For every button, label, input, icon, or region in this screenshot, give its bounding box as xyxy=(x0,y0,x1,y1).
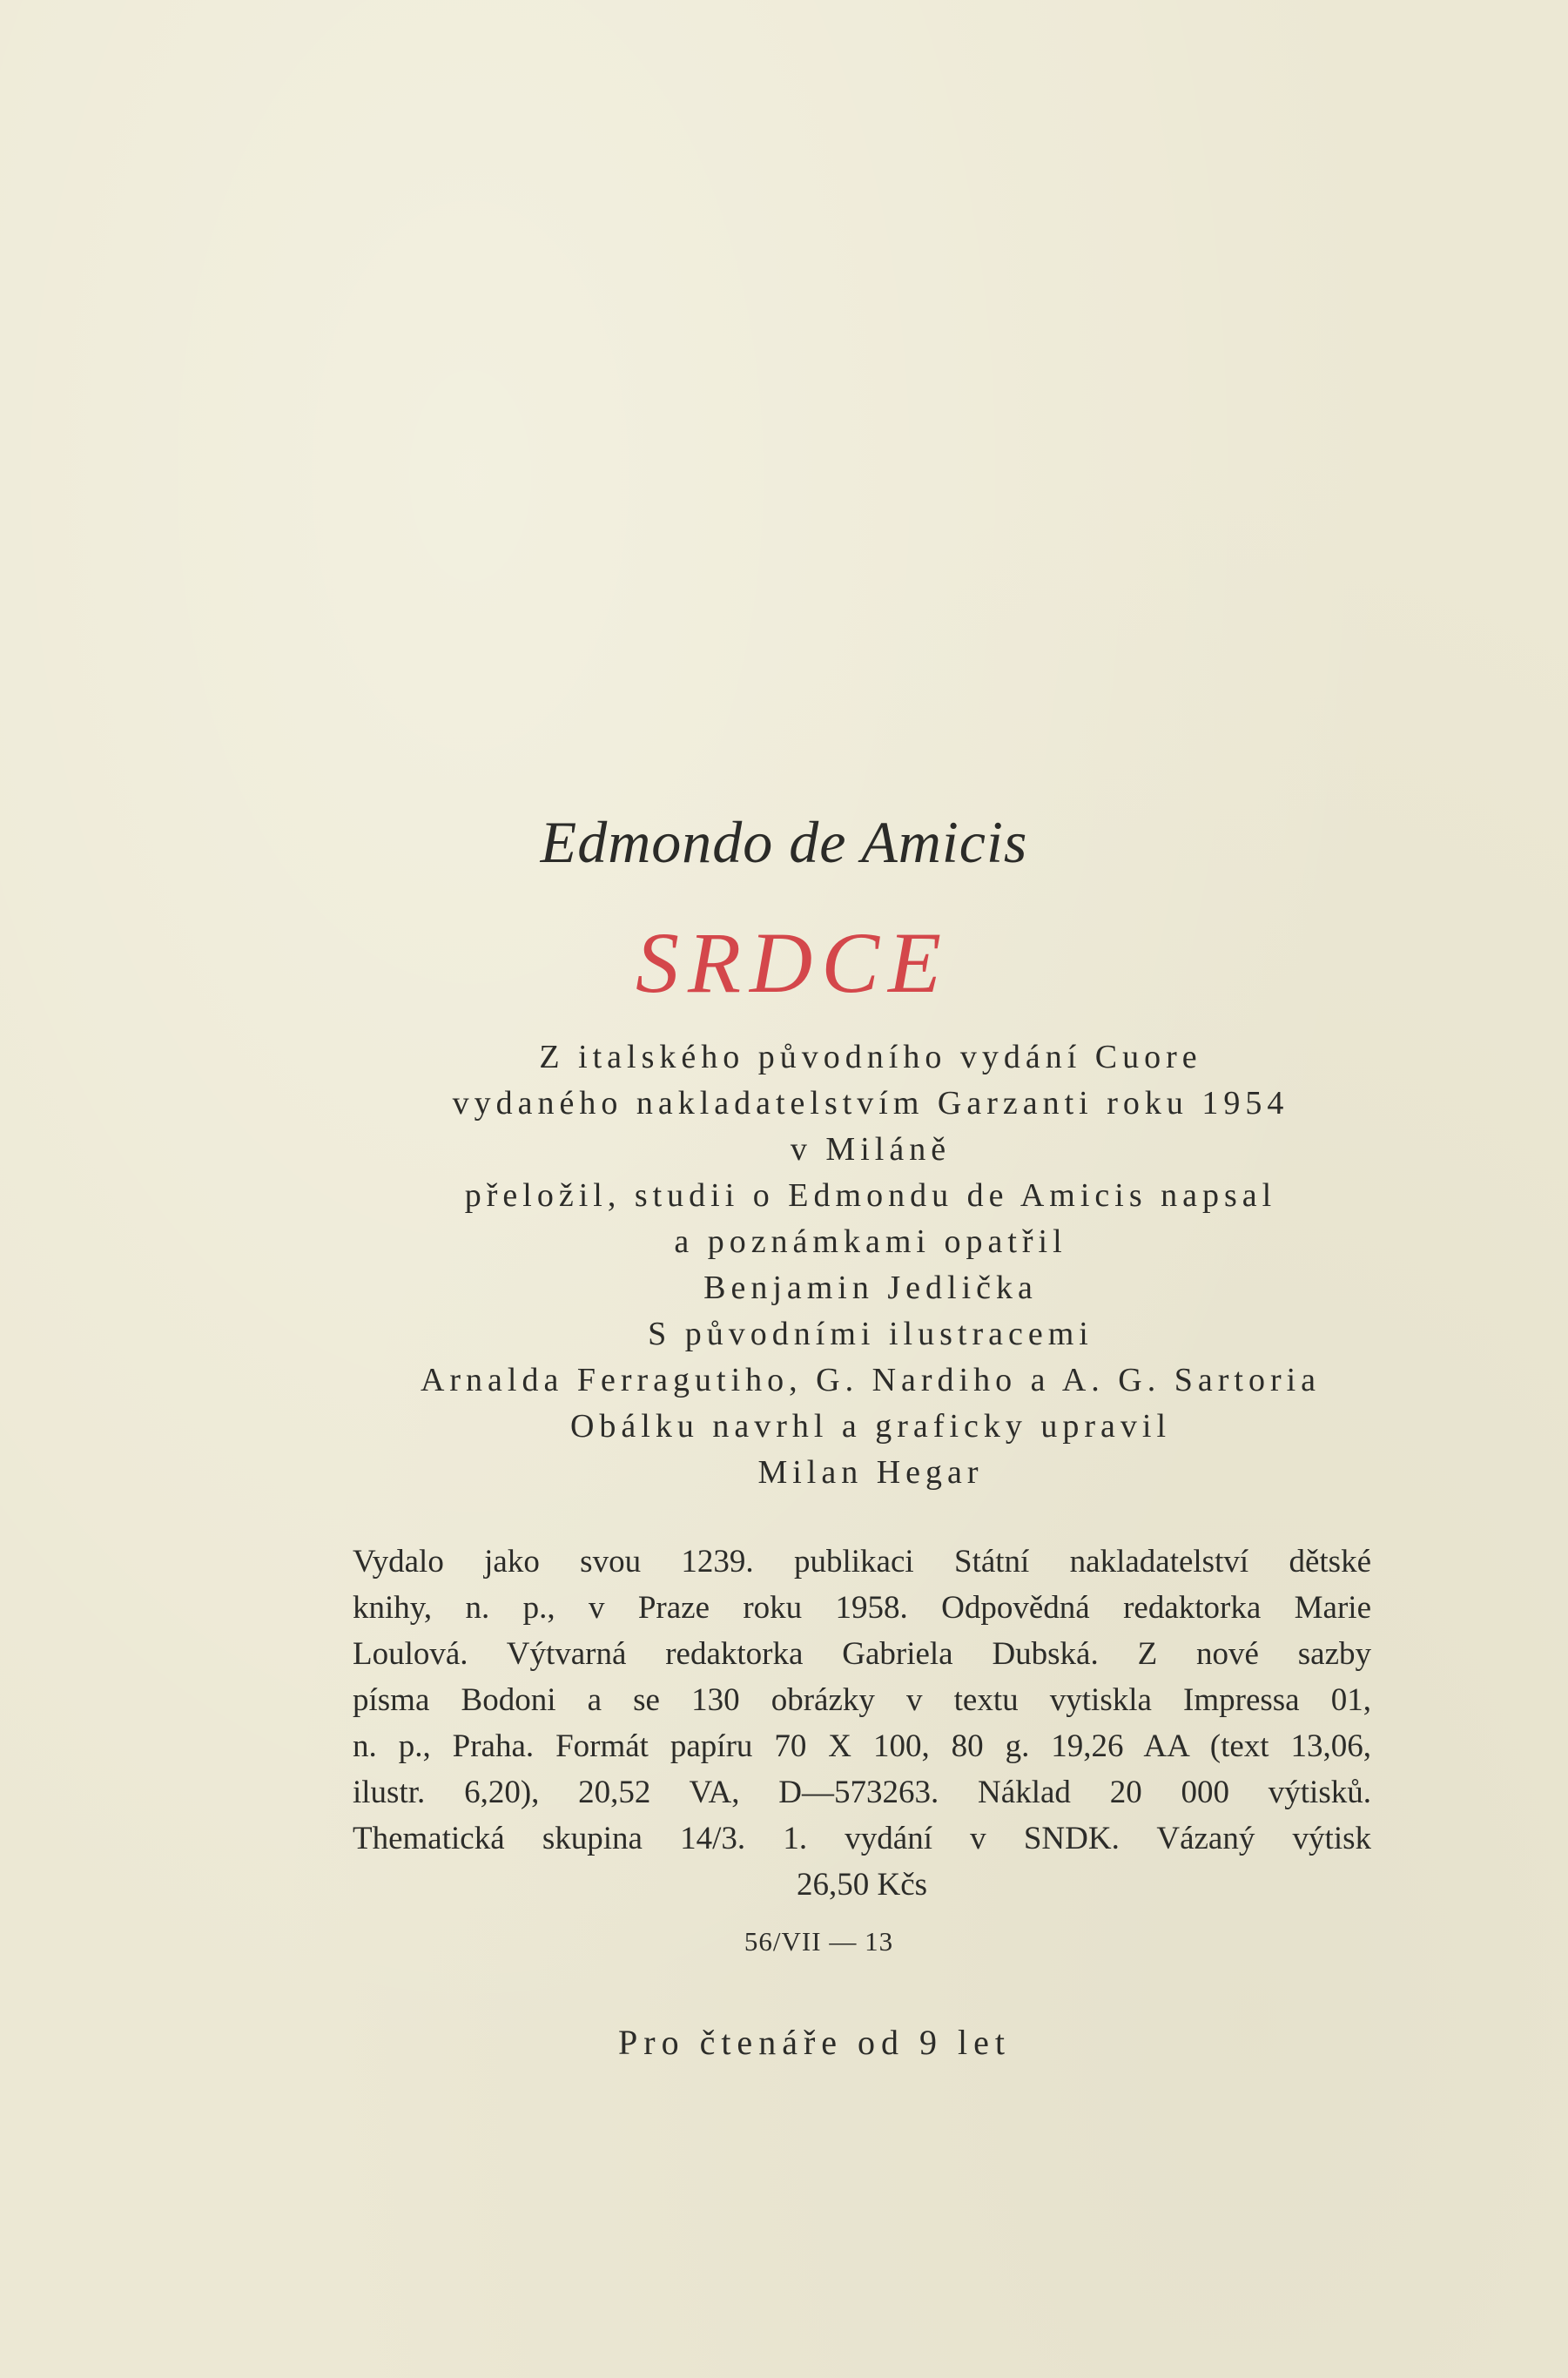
imprint-line: n. p., Praha. Formát papíru 70 X 100, 80 g. 19,26 AA (text 13,06, xyxy=(353,1728,1371,1764)
credits-block xyxy=(331,1034,1410,1496)
imprint-line: ilustr. 6,20), 20,52 VA, D—573263. Náklad 20 000 výtisků. xyxy=(353,1775,1371,1810)
imprint-block xyxy=(353,1539,1371,1908)
book-title: SRDCE xyxy=(635,914,951,1011)
translator-name: Benjamin Jedlička xyxy=(703,1270,1038,1306)
imprint-line: knihy, n. p., v Praze roku 1958. Odpovědná redaktorka Marie xyxy=(353,1590,1371,1626)
credit-line: vydaného nakladatelstvím Garzanti roku 1954 xyxy=(452,1085,1289,1122)
age-recommendation: Pro čtenáře od 9 let xyxy=(618,2023,1011,2062)
imprint-line: písma Bodoni a se 130 obrázky v textu vytiskla Impressa 01, xyxy=(353,1682,1371,1718)
credit-line: S původními ilustracemi xyxy=(648,1316,1094,1352)
credit-line: Z italského původního vydání Cuore xyxy=(539,1039,1202,1075)
imprint-line: Vydalo jako svou 1239. publikaci Státní nakladatelství dětské xyxy=(353,1544,1371,1580)
designer-name: Milan Hegar xyxy=(757,1454,984,1491)
imprint-line: Loulová. Výtvarná redaktorka Gabriela Dubská. Z nové sazby xyxy=(353,1636,1371,1672)
publication-code: 56/VII — 13 xyxy=(744,1926,894,1957)
credit-line: Obálku navrhl a graficky upravil xyxy=(569,1408,1172,1445)
author-name: Edmondo de Amicis xyxy=(540,809,1028,875)
imprint-line: Thematická skupina 14/3. 1. vydání v SNDK. Vázaný výtisk xyxy=(353,1821,1371,1856)
credit-line: a poznámkami opatřil xyxy=(674,1223,1067,1260)
price-line: 26,50 Kčs xyxy=(796,1867,928,1903)
illustrators-line: Arnalda Ferragutiho, G. Nardiho a A. G. Sartoria xyxy=(420,1362,1322,1398)
credit-line: v Miláně xyxy=(790,1131,952,1168)
credit-line: přeložil, studii o Edmondu de Amicis napsal xyxy=(464,1177,1277,1214)
